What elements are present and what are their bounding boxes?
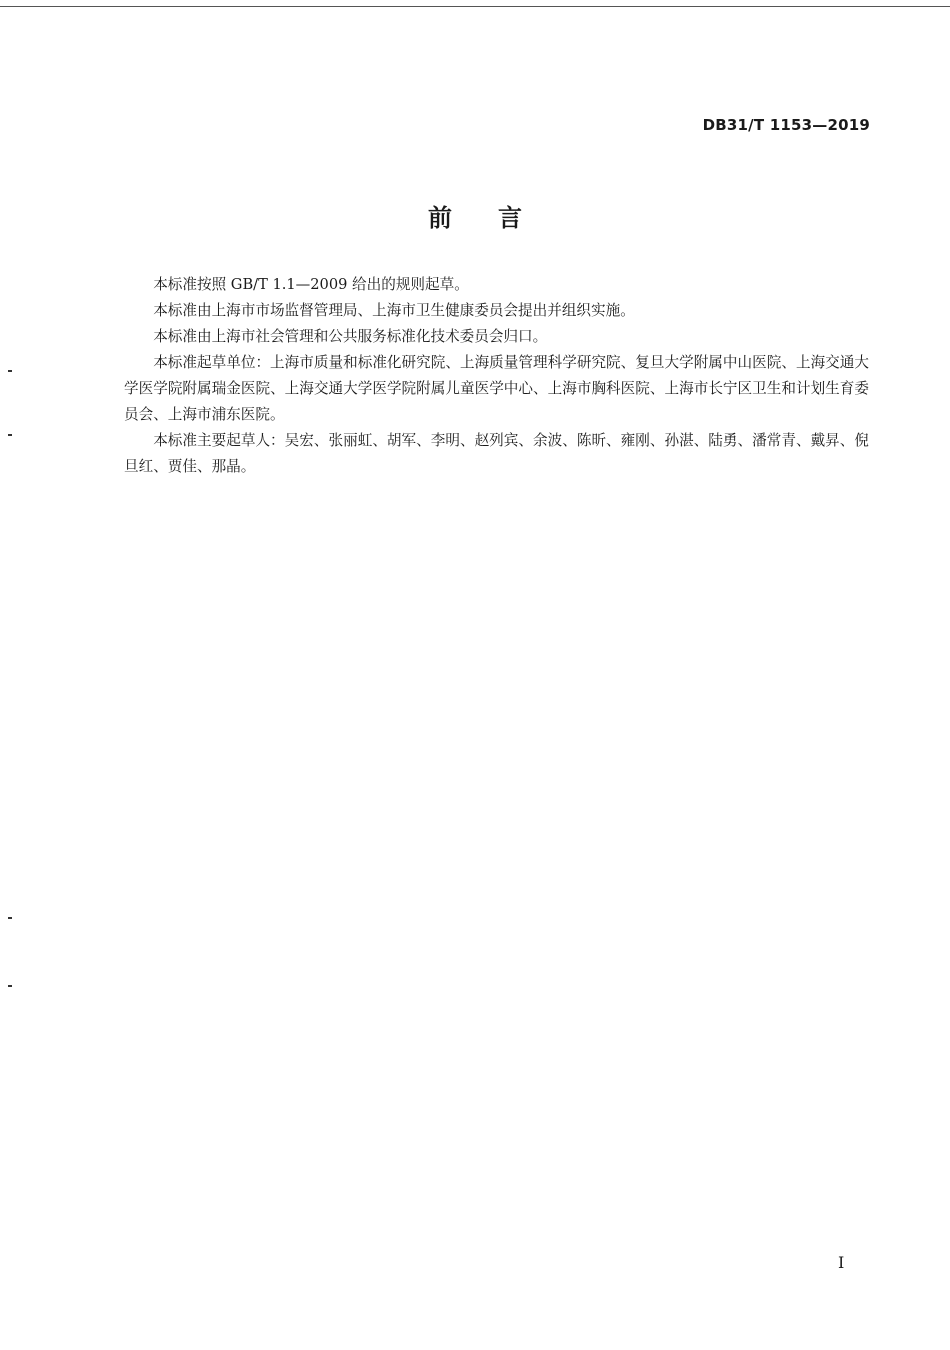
margin-mark [8, 985, 12, 987]
paragraph-technical-committee: 本标准由上海市社会管理和公共服务标准化技术委员会归口。 [153, 328, 548, 345]
margin-mark [8, 370, 12, 372]
paragraph-drafters: 本标准主要起草人：吴宏、张丽虹、胡军、李明、赵列宾、余波、陈昕、雍刚、孙湛、陆勇、潘常青、戴昇、倪旦红、贾佳、那晶。 [124, 432, 869, 475]
margin-mark [8, 434, 12, 436]
foreword-body [124, 272, 869, 480]
paragraph-drafting-rules: 本标准按照 GB/T 1.1—2009 给出的规则起草。 [153, 276, 469, 293]
scan-edge-line [0, 6, 950, 7]
paragraph-drafting-units: 本标准起草单位：上海市质量和标准化研究院、上海质量管理科学研究院、复旦大学附属中山医院、上海交通大学医学院附属瑞金医院、上海交通大学医学院附属儿童医学中心、上海市胸科医院、上海市长宁区卫生和计划生育委员会、上海市浦东医院。 [124, 354, 869, 423]
page-title: 前言 [428, 204, 568, 232]
margin-mark [8, 917, 12, 919]
paragraph-proposer: 本标准由上海市市场监督管理局、上海市卫生健康委员会提出并组织实施。 [153, 302, 635, 319]
page-number: I [838, 1253, 845, 1272]
document-code: DB31/T 1153—2019 [702, 116, 870, 134]
